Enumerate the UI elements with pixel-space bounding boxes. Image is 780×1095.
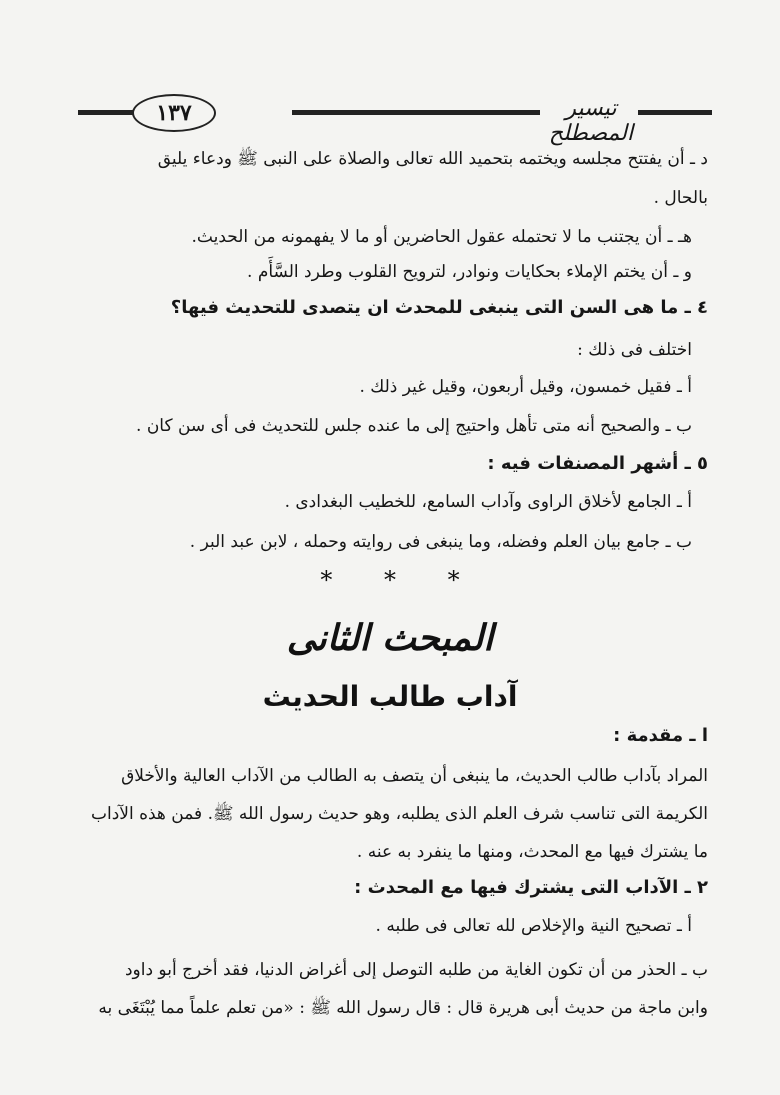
text-line: ب ـ جامع بيان العلم وفضله، وما ينبغى فى روايته وحمله ، لابن عبد البر . <box>189 532 692 552</box>
text-line: المراد بآداب طالب الحديث، ما ينبغى أن يتصف به الطالب من الآداب العالية والأخلاق <box>121 766 708 786</box>
section-separator <box>0 566 780 594</box>
text-line: أ ـ تصحيح النية والإخلاص لله تعالى فى طلبه . <box>375 916 692 936</box>
text-line: اختلف فى ذلك : <box>577 340 692 360</box>
section-title: المبحث الثانى <box>286 618 494 659</box>
text-line: هـ ـ أن يجتنب ما لا تحتمله عقول الحاضرين أو ما لا يفهمونه من الحديث. <box>191 227 692 247</box>
text-line: أ ـ فقيل خمسون، وقيل أربعون، وقيل غير ذلك . <box>359 377 692 397</box>
section-subtitle: آداب طالب الحديث <box>262 680 518 713</box>
separator-star: * <box>384 566 396 594</box>
heading-question-age: ٤ ـ ما هى السن التى ينبغى للمحدث ان يتصدى للتحديث فيها؟ <box>170 297 708 318</box>
text-line: أ ـ الجامع لأخلاق الراوى وآداب السامع، للخطيب البغدادى . <box>284 492 692 512</box>
separator-star: * <box>447 566 460 594</box>
text-line: بالحال . <box>653 188 708 208</box>
text-line: ما يشترك فيها مع المحدث، ومنها ما ينفرد به عنه . <box>356 842 708 862</box>
page-header <box>70 92 710 146</box>
heading-introduction: ا ـ مقدمة : <box>613 725 708 746</box>
text-line: و ـ أن يختم الإملاء بحكايات ونوادر، لترويح القلوب وطرد السَّأَم . <box>247 262 692 282</box>
heading-shared-etiquette: ٢ ـ الآداب التى يشترك فيها مع المحدث : <box>354 877 708 898</box>
text-line: وابن ماجة من حديث أبى هريرة قال : قال رسول الله ﷺ : «من تعلم علماً مما يُبْتَغَى به <box>98 998 708 1018</box>
text-line: د ـ أن يفتتح مجلسه ويختمه بتحميد الله تعالى والصلاة على النبى ﷺ ودعاء يليق <box>157 149 708 169</box>
text-line: ب ـ والصحيح أنه متى تأهل واحتيج إلى ما عنده جلس للتحديث فى أى سن كان . <box>136 416 692 436</box>
header-rule-middle <box>292 110 540 115</box>
text-line: الكريمة التى تناسب شرف العلم الذى يطلبه، وهو حديث رسول الله ﷺ. فمن هذه الآداب <box>90 804 708 824</box>
separator-star: * <box>320 566 333 594</box>
header-rule-right <box>638 110 712 115</box>
running-title: تيسير المصطلح <box>548 96 634 146</box>
text-line: ب ـ الحذر من أن تكون الغاية من طلبه التوصل إلى أغراض الدنيا، فقد أخرج أبو داود <box>124 960 708 980</box>
page-number: ١٣٧ <box>132 94 216 132</box>
heading-famous-works: ٥ ـ أشهر المصنفات فيه : <box>487 453 708 474</box>
